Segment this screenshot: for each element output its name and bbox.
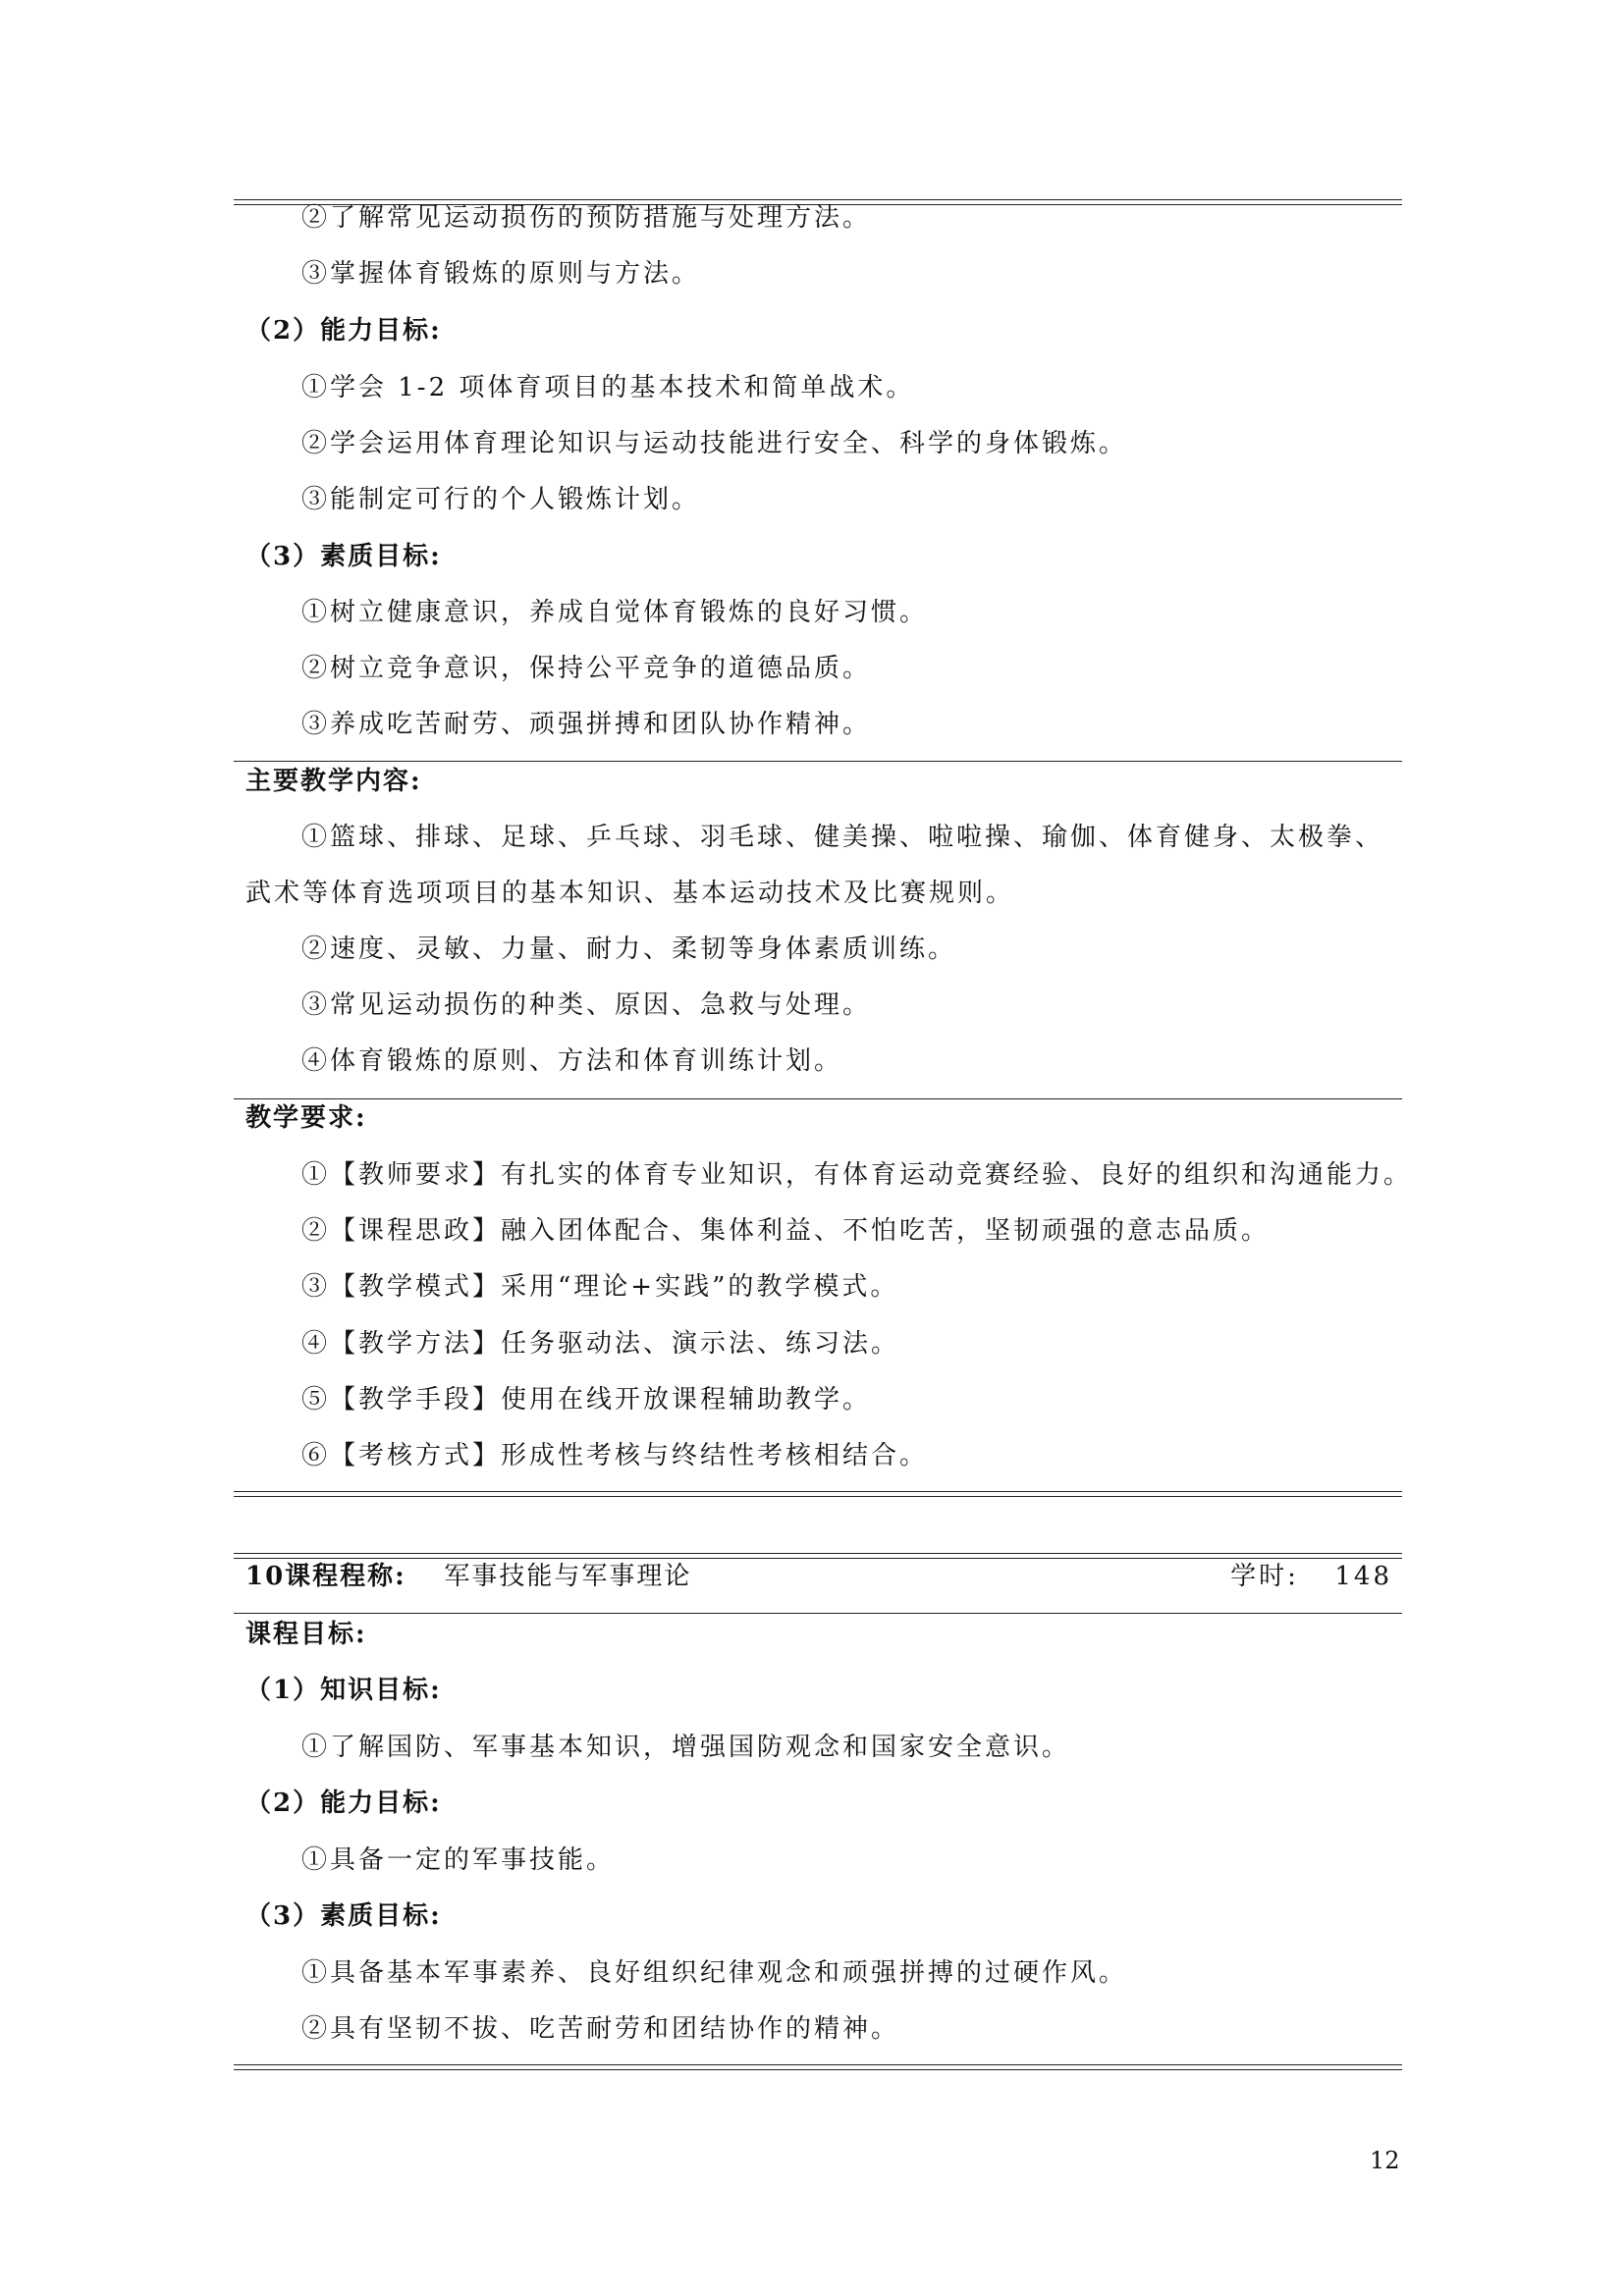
divider xyxy=(234,1613,1402,1614)
course-title xyxy=(245,1560,691,1593)
course-name: 军事技能与军事理论 xyxy=(444,1562,692,1591)
divider xyxy=(234,761,1402,762)
teaching-content-heading: 主要教学内容: xyxy=(245,767,422,796)
ability-item: ①具备一定的军事技能。 xyxy=(301,1845,616,1875)
quality-item: ①具备基本军事素养、良好组织纪律观念和顽强拼搏的过硬作风。 xyxy=(301,1958,1128,1988)
ability-goals-heading: （2）能力目标: xyxy=(245,1789,442,1818)
course-top-double-rule xyxy=(234,1553,1402,1559)
page-number: 12 xyxy=(1370,2147,1400,2174)
requirement-item: ②【课程思政】融入团体配合、集体利益、不怕吃苦，坚韧顽强的意志品质。 xyxy=(301,1216,1271,1246)
section-end-double-rule xyxy=(234,1491,1402,1497)
course-label: 10课程程称: xyxy=(245,1562,406,1591)
content-item: ②速度、灵敏、力量、耐力、柔韧等身体素质训练。 xyxy=(301,934,957,964)
course-goals-heading: 课程目标: xyxy=(245,1620,367,1649)
ability-item: ①学会 1-2 项体育项目的基本技术和简单战术。 xyxy=(301,373,915,402)
requirement-item: ③【教学模式】采用“理论+实践”的教学模式。 xyxy=(301,1272,899,1302)
quality-item: ②树立竞争意识，保持公平竞争的道德品质。 xyxy=(301,654,872,683)
course-hours xyxy=(1230,1560,1392,1593)
knowledge-item: ③掌握体育锻炼的原则与方法。 xyxy=(301,259,701,289)
ability-item: ②学会运用体育理论知识与运动技能进行安全、科学的身体锻炼。 xyxy=(301,429,1128,458)
teaching-requirements-heading: 教学要求: xyxy=(245,1103,367,1133)
course-bottom-double-rule xyxy=(234,2064,1402,2070)
knowledge-item: ②了解常见运动损伤的预防措施与处理方法。 xyxy=(301,203,872,233)
requirement-item: ⑥【考核方式】形成性考核与终结性考核相结合。 xyxy=(301,1441,929,1470)
knowledge-item: ①了解国防、军事基本知识，增强国防观念和国家安全意识。 xyxy=(301,1733,1071,1762)
content-item-continued: 武术等体育选项项目的基本知识、基本运动技术及比赛规则。 xyxy=(245,879,1015,908)
quality-goals-heading: （3）素质目标: xyxy=(245,542,442,571)
hours-label: 学时: xyxy=(1230,1562,1299,1591)
requirement-item: ④【教学方法】任务驱动法、演示法、练习法。 xyxy=(301,1329,900,1359)
requirement-item: ⑤【教学手段】使用在线开放课程辅助教学。 xyxy=(301,1385,872,1415)
ability-item: ③能制定可行的个人锻炼计划。 xyxy=(301,485,701,514)
quality-item: ③养成吃苦耐劳、顽强拼搏和团队协作精神。 xyxy=(301,710,872,739)
quality-item: ①树立健康意识，养成自觉体育锻炼的良好习惯。 xyxy=(301,598,929,627)
ability-goals-heading: （2）能力目标: xyxy=(245,316,442,346)
hours-value: 148 xyxy=(1334,1562,1392,1591)
content-item: ①篮球、排球、足球、乒乓球、羽毛球、健美操、啦啦操、瑜伽、体育健身、太极拳、 xyxy=(301,823,1384,852)
quality-item: ②具有坚韧不拔、吃苦耐劳和团结协作的精神。 xyxy=(301,2014,900,2044)
content-item: ③常见运动损伤的种类、原因、急救与处理。 xyxy=(301,990,872,1020)
quality-goals-heading: （3）素质目标: xyxy=(245,1901,442,1931)
knowledge-goals-heading: （1）知识目标: xyxy=(245,1676,442,1705)
divider xyxy=(234,1098,1402,1099)
content-item: ④体育锻炼的原则、方法和体育训练计划。 xyxy=(301,1046,843,1076)
requirement-item: ①【教师要求】有扎实的体育专业知识，有体育运动竞赛经验、良好的组织和沟通能力。 xyxy=(301,1160,1413,1190)
